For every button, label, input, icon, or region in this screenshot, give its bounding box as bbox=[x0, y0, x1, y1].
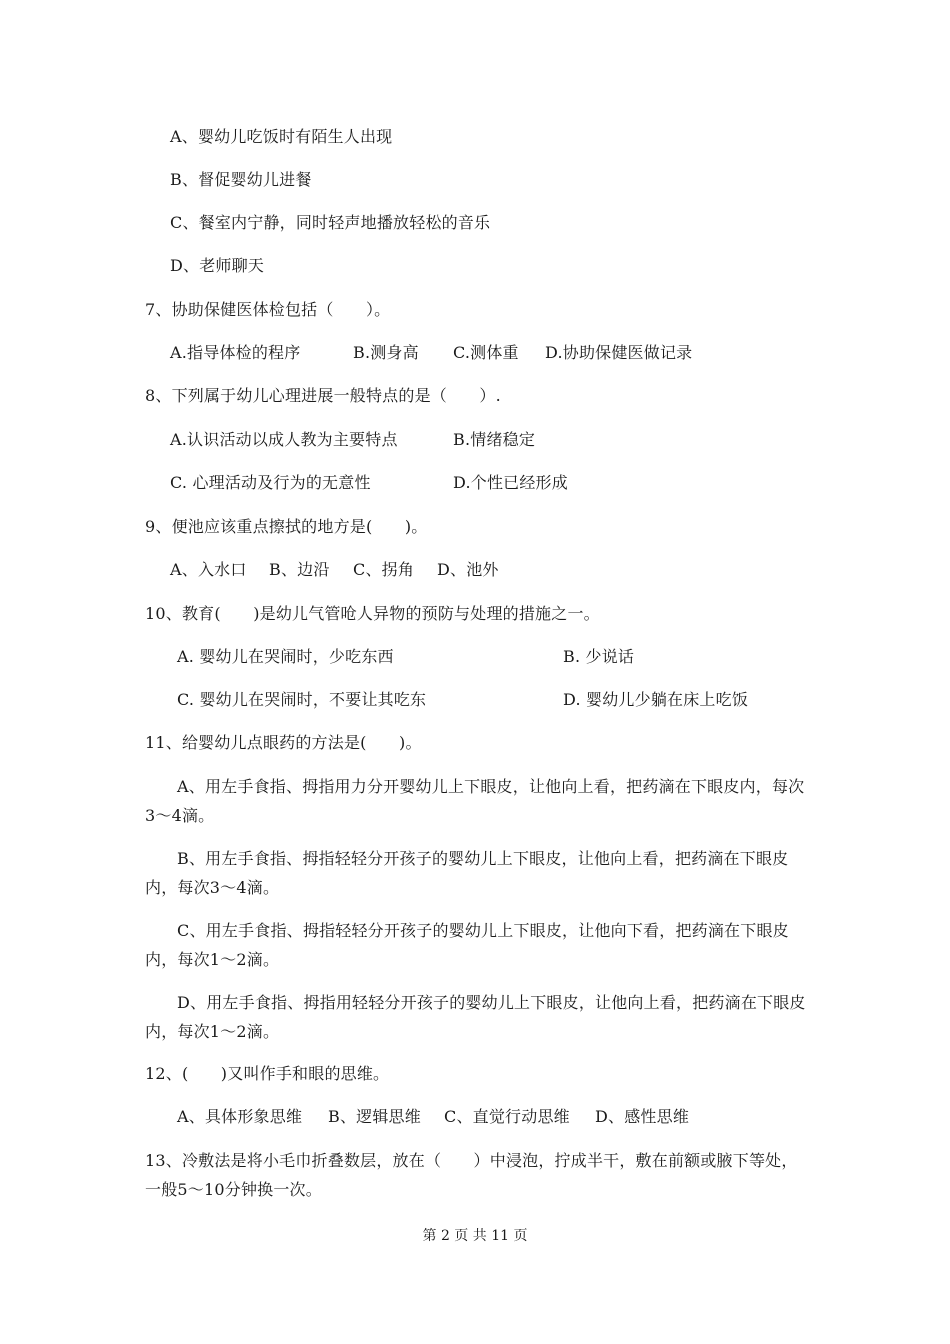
q9-stem: 9、便池应该重点擦拭的地方是( )。 bbox=[145, 517, 428, 536]
q12-option-d: D、感性思维 bbox=[595, 1107, 690, 1126]
q13-stem: 13、冷敷法是将小毛巾折叠数层，放在（ ）中浸泡，拧成半干，敷在前额或腋下等处，一般5～10分钟换一次。 bbox=[145, 1151, 798, 1199]
q9-option-b: B、边沿 bbox=[269, 560, 330, 579]
q11-option-a: A、用左手食指、拇指用力分开婴幼儿上下眼皮，让他向上看，把药滴在下眼皮内，每次3～4滴。 bbox=[145, 777, 805, 825]
q10-option-d: D. 婴幼儿少躺在床上吃饭 bbox=[563, 690, 749, 709]
q11-option-b: B、用左手食指、拇指轻轻分开孩子的婴幼儿上下眼皮，让他向上看，把药滴在下眼皮内，每次3～4滴。 bbox=[145, 849, 789, 897]
q9-option-d: D、池外 bbox=[437, 560, 499, 579]
q6-option-b: B、督促婴幼儿进餐 bbox=[170, 170, 312, 189]
q10-option-a: A. 婴幼儿在哭闹时，少吃东西 bbox=[177, 647, 394, 666]
q10-option-c: C. 婴幼儿在哭闹时，不要让其吃东 bbox=[177, 690, 427, 709]
q12-stem: 12、( )又叫作手和眼的思维。 bbox=[145, 1064, 390, 1083]
q12-option-a: A、具体形象思维 bbox=[177, 1107, 303, 1126]
q9-option-c: C、拐角 bbox=[353, 560, 415, 579]
q8-option-c: C. 心理活动及行为的无意性 bbox=[170, 473, 371, 492]
page-number-footer: 第 2 页 共 11 页 bbox=[422, 1228, 528, 1244]
q6-option-a: A、婴幼儿吃饭时有陌生人出现 bbox=[170, 127, 393, 146]
q7-option-d: D.协助保健医做记录 bbox=[545, 343, 693, 362]
q6-option-d: D、老师聊天 bbox=[170, 256, 265, 275]
q10-stem: 10、教育( )是幼儿气管呛人异物的预防与处理的措施之一。 bbox=[145, 604, 600, 623]
q10-option-b: B. 少说话 bbox=[563, 647, 635, 666]
q8-stem: 8、下列属于幼儿心理进展一般特点的是（ ）. bbox=[145, 386, 501, 405]
q8-option-d: D.个性已经形成 bbox=[453, 473, 568, 492]
q11-option-c: C、用左手食指、拇指轻轻分开孩子的婴幼儿上下眼皮，让他向下看，把药滴在下眼皮内，每次1～2滴。 bbox=[145, 921, 789, 969]
q12-option-b: B、逻辑思维 bbox=[328, 1107, 421, 1126]
q7-stem: 7、协助保健医体检包括（ ）。 bbox=[145, 300, 391, 319]
q9-option-a: A、入水口 bbox=[170, 560, 247, 579]
q7-option-b: B.测身高 bbox=[353, 343, 419, 362]
q7-option-a: A.指导体检的程序 bbox=[170, 343, 301, 362]
q8-option-a: A.认识活动以成人教为主要特点 bbox=[170, 430, 398, 449]
q11-stem: 11、给婴幼儿点眼药的方法是( )。 bbox=[145, 733, 422, 752]
q7-option-c: C.测体重 bbox=[453, 343, 519, 362]
q12-option-c: C、直觉行动思维 bbox=[444, 1107, 570, 1126]
q8-option-b: B.情绪稳定 bbox=[453, 430, 536, 449]
q11-option-d: D、用左手食指、拇指用轻轻分开孩子的婴幼儿上下眼皮，让他向上看，把药滴在下眼皮内，每次1～2滴。 bbox=[145, 993, 806, 1041]
q6-option-c: C、餐室内宁静，同时轻声地播放轻松的音乐 bbox=[170, 213, 491, 232]
